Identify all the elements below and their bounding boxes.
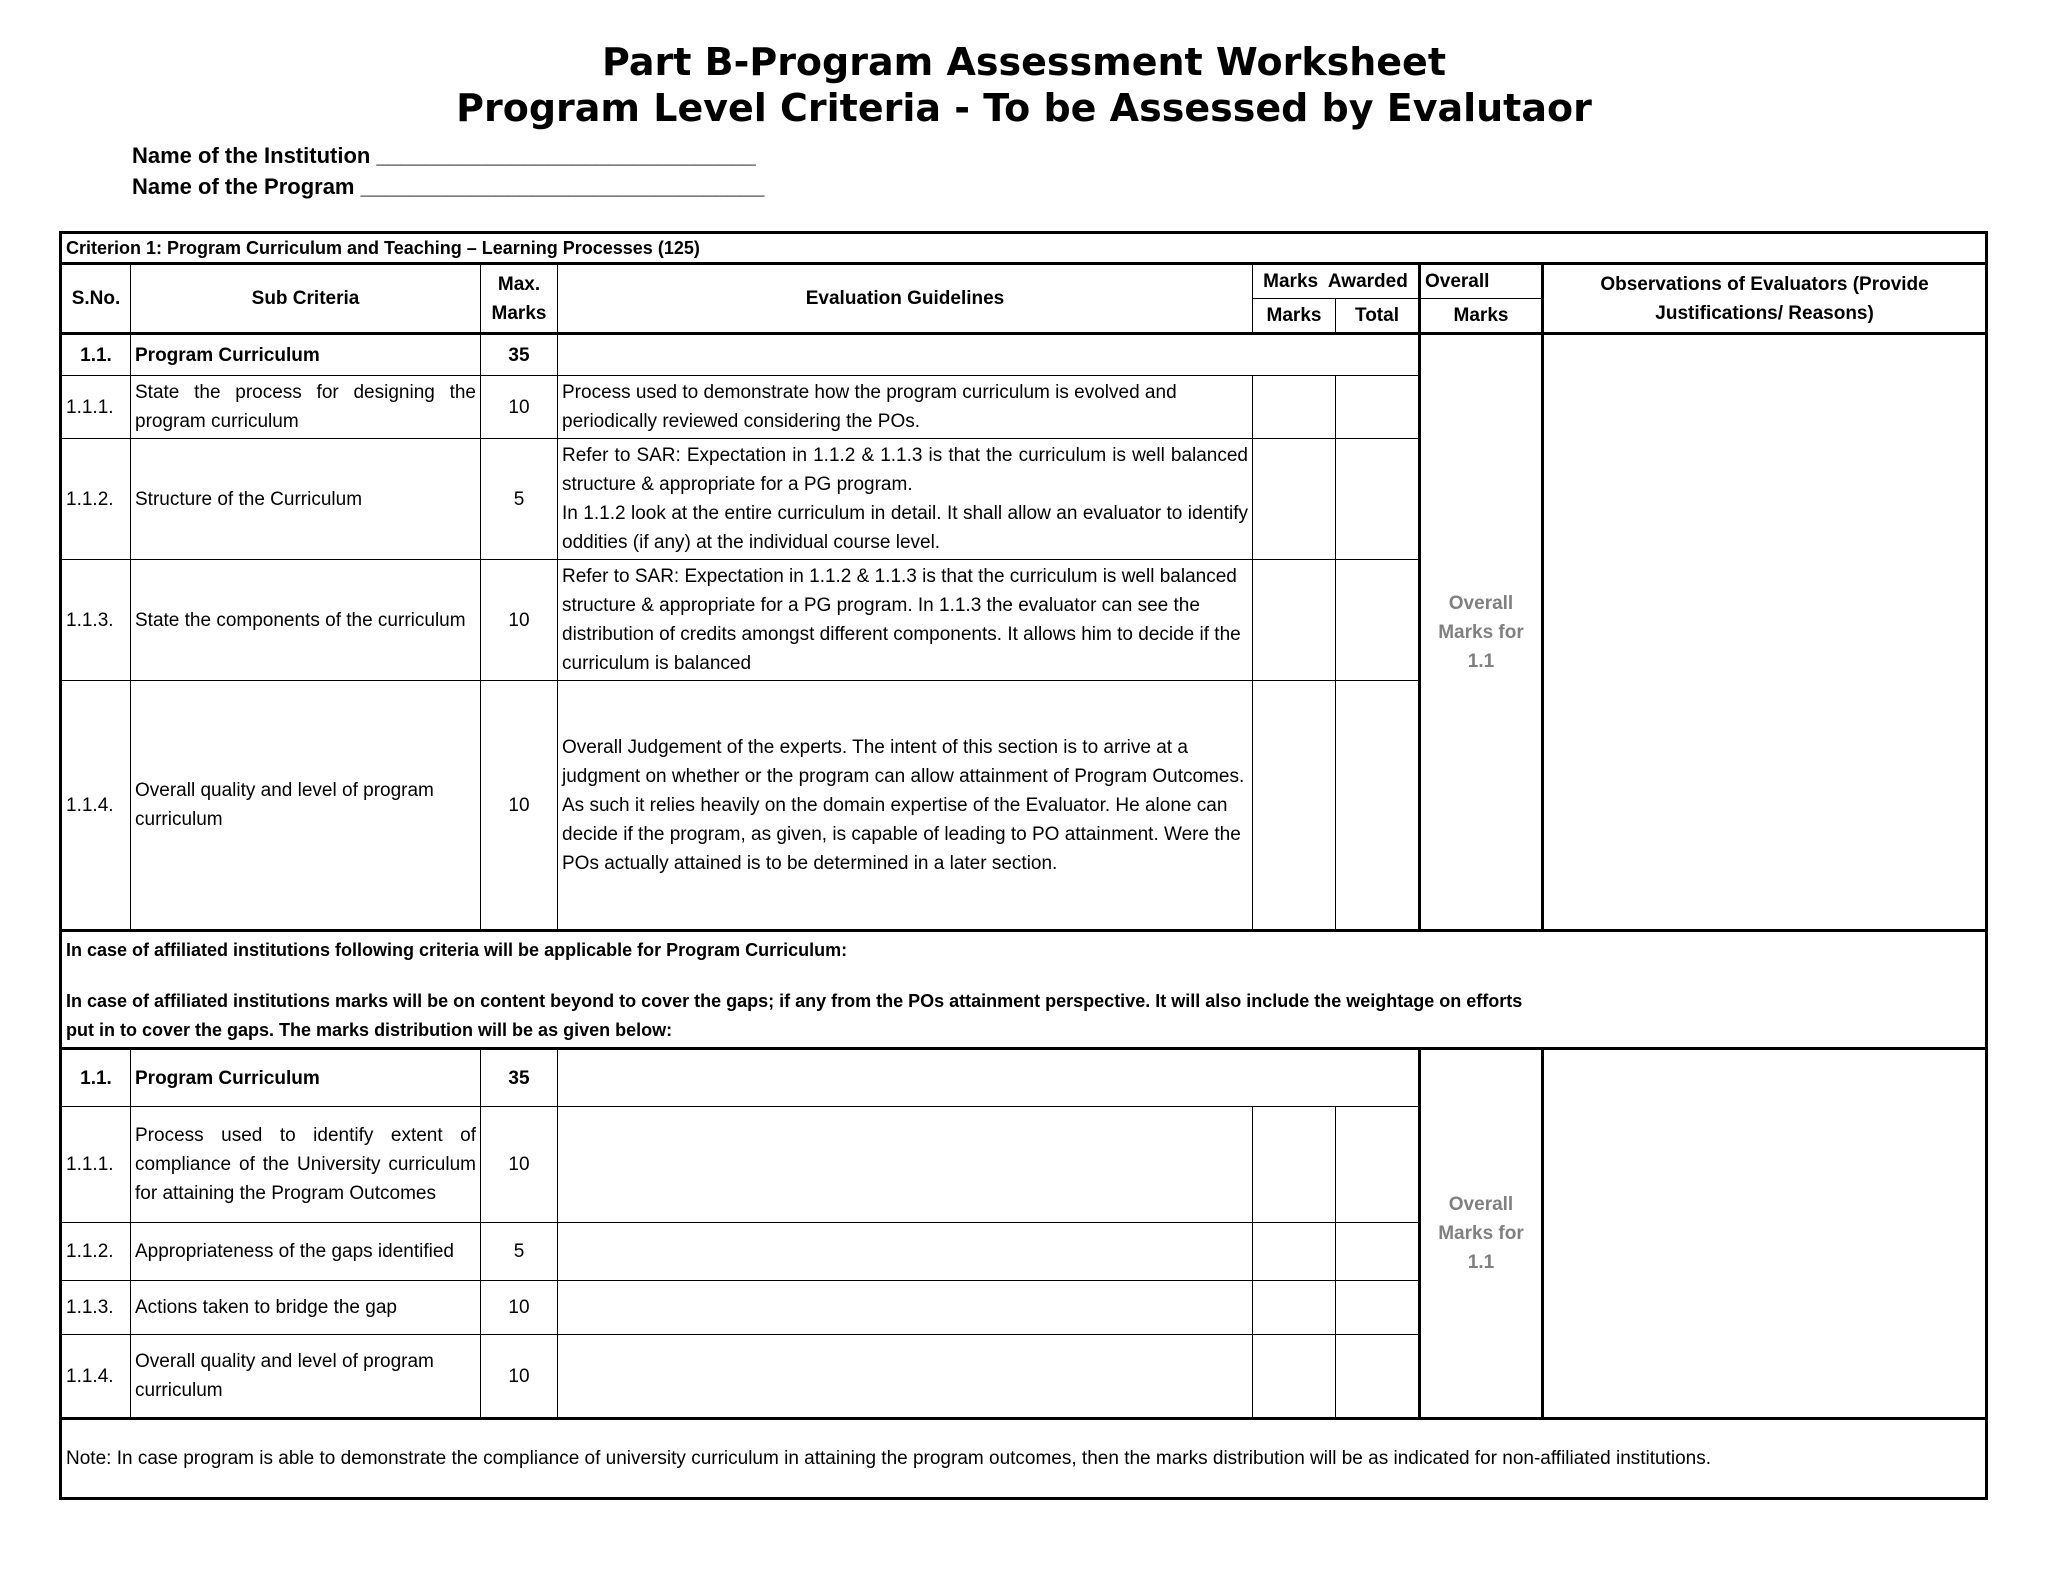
table-row-max: 10	[481, 681, 558, 931]
affiliated-line2: In case of affiliated institutions marks will be on content beyond to cover the gaps; if any from the POs attainment perspective. It will also include the weightage on efforts put in to cover the gaps. The marks distribution will be as given below:	[66, 991, 1523, 1040]
guideline-paragraph: Refer to SAR: Expectation in 1.1.2 & 1.1.3 is that the curriculum is well balanced structure & appropriate for a PG program.	[562, 445, 1248, 495]
header-max-marks: Max. Marks	[481, 264, 558, 334]
total-input-cell[interactable]	[1336, 1223, 1420, 1281]
table-row-max: 10	[481, 376, 558, 439]
marks-input-cell[interactable]	[1253, 1107, 1336, 1223]
assessment-table	[59, 231, 1988, 1500]
table-row-guideline[interactable]	[558, 1107, 1253, 1223]
table-row-max: 10	[481, 1335, 558, 1419]
worksheet-subtitle: Program Level Criteria - To be Assessed by Evalutaor	[456, 86, 1592, 130]
table-row-subcriteria: State the process for designing the program curriculum	[131, 376, 481, 439]
header-overall-marks: Marks	[1420, 299, 1543, 334]
section2-head-blank	[558, 1049, 1420, 1107]
table-row-guideline: Refer to SAR: Expectation in 1.1.2 & 1.1.3 is that the curriculum is well balanced structure & appropriate for a PG program. In 1.1.3 the evaluator can see the distribution of credits amongst different components. It allows him to decide if the curriculum is balanced	[558, 560, 1253, 681]
table-row-guideline: Process used to demonstrate how the program curriculum is evolved and periodically reviewed considering the POs.	[558, 376, 1253, 439]
table-row-max: 10	[481, 560, 558, 681]
section1-head-max: 35	[481, 334, 558, 376]
table-row-sno: 1.1.2.	[61, 1223, 131, 1281]
header-observations: Observations of Evaluators (Provide Justifications/ Reasons)	[1543, 264, 1987, 334]
table-row-max: 10	[481, 1281, 558, 1335]
header-sno: S.No.	[61, 264, 131, 334]
marks-input-cell[interactable]	[1253, 1281, 1336, 1335]
table-row-guideline[interactable]	[558, 1281, 1253, 1335]
table-row-subcriteria: Overall quality and level of program curriculum	[131, 681, 481, 931]
table-row-subcriteria: Actions taken to bridge the gap	[131, 1281, 481, 1335]
table-row-sno: 1.1.1.	[61, 1107, 131, 1223]
table-row-sno: 1.1.4.	[61, 1335, 131, 1419]
table-row-guideline	[558, 439, 1253, 560]
header-evaluation-guidelines: Evaluation Guidelines	[558, 264, 1253, 334]
affiliated-note	[61, 931, 1987, 1049]
header-marks: Marks	[1253, 299, 1336, 334]
table-row-guideline[interactable]	[558, 1335, 1253, 1419]
section2-overall-marks[interactable]: Overall Marks for 1.1	[1420, 1049, 1543, 1419]
table-row-subcriteria: Appropriateness of the gaps identified	[131, 1223, 481, 1281]
table-row-sno: 1.1.4.	[61, 681, 131, 931]
total-input-cell[interactable]	[1336, 560, 1420, 681]
table-row-subcriteria: State the components of the curriculum	[131, 560, 481, 681]
total-input-cell[interactable]	[1336, 439, 1420, 560]
table-row-guideline[interactable]	[558, 1223, 1253, 1281]
compliance-note: Note: In case program is able to demonstrate the compliance of university curriculum in attaining the program outcomes, then the marks distribution will be as indicated for non-affiliated institutions.	[61, 1419, 1987, 1499]
table-row-subcriteria: Structure of the Curriculum	[131, 439, 481, 560]
total-input-cell[interactable]	[1336, 1281, 1420, 1335]
table-row-max: 10	[481, 1107, 558, 1223]
table-row-sno: 1.1.3.	[61, 560, 131, 681]
marks-input-cell[interactable]	[1253, 681, 1336, 931]
section2-head-name: Program Curriculum	[131, 1049, 481, 1107]
institution-name-field[interactable]: Name of the Institution _______________________________	[132, 143, 756, 168]
worksheet-title: Part B-Program Assessment Worksheet	[602, 40, 1446, 84]
table-row-subcriteria: Overall quality and level of program curriculum	[131, 1335, 481, 1419]
total-input-cell[interactable]	[1336, 1335, 1420, 1419]
program-name-field[interactable]: Name of the Program _________________________________	[132, 174, 765, 199]
section1-head-sno: 1.1.	[61, 334, 131, 376]
section2-head-max: 35	[481, 1049, 558, 1107]
header-sub-criteria: Sub Criteria	[131, 264, 481, 334]
marks-input-cell[interactable]	[1253, 560, 1336, 681]
total-input-cell[interactable]	[1336, 376, 1420, 439]
marks-input-cell[interactable]	[1253, 1335, 1336, 1419]
header-marks-awarded: Marks Awarded	[1253, 264, 1420, 299]
marks-input-cell[interactable]	[1253, 1223, 1336, 1281]
table-row-sno: 1.1.3.	[61, 1281, 131, 1335]
table-row-sno: 1.1.1.	[61, 376, 131, 439]
table-row-sno: 1.1.2.	[61, 439, 131, 560]
header-total: Total	[1336, 299, 1420, 334]
table-row-subcriteria: Process used to identify extent of compliance of the University curriculum for attaining the Program Outcomes	[131, 1107, 481, 1223]
total-input-cell[interactable]	[1336, 1107, 1420, 1223]
total-input-cell[interactable]	[1336, 681, 1420, 931]
marks-input-cell[interactable]	[1253, 439, 1336, 560]
section1-head-blank	[558, 334, 1420, 376]
section2-head-sno: 1.1.	[61, 1049, 131, 1107]
guideline-paragraph: In 1.1.2 look at the entire curriculum in detail. It shall allow an evaluator to identify oddities (if any) at the individual course level.	[562, 503, 1248, 553]
section2-observations-cell[interactable]	[1543, 1049, 1987, 1419]
marks-input-cell[interactable]	[1253, 376, 1336, 439]
section1-observations-cell[interactable]	[1543, 334, 1987, 931]
affiliated-line1: In case of affiliated institutions following criteria will be applicable for Program Curriculum:	[66, 940, 848, 960]
criterion-title: Criterion 1: Program Curriculum and Teaching – Learning Processes (125)	[61, 233, 1987, 264]
table-row-guideline: Overall Judgement of the experts. The intent of this section is to arrive at a judgment on whether or the program can allow attainment of Program Outcomes. As such it relies heavily on the domain expertise of the Evaluator. He alone can decide if the program, as given, is capable of leading to PO attainment. Were the POs actually attained is to be determined in a later section.	[558, 681, 1253, 931]
table-row-max: 5	[481, 1223, 558, 1281]
header-overall: Overall	[1420, 264, 1543, 299]
table-row-max: 5	[481, 439, 558, 560]
section1-head-name: Program Curriculum	[131, 334, 481, 376]
section1-overall-marks[interactable]: Overall Marks for 1.1	[1420, 334, 1543, 931]
